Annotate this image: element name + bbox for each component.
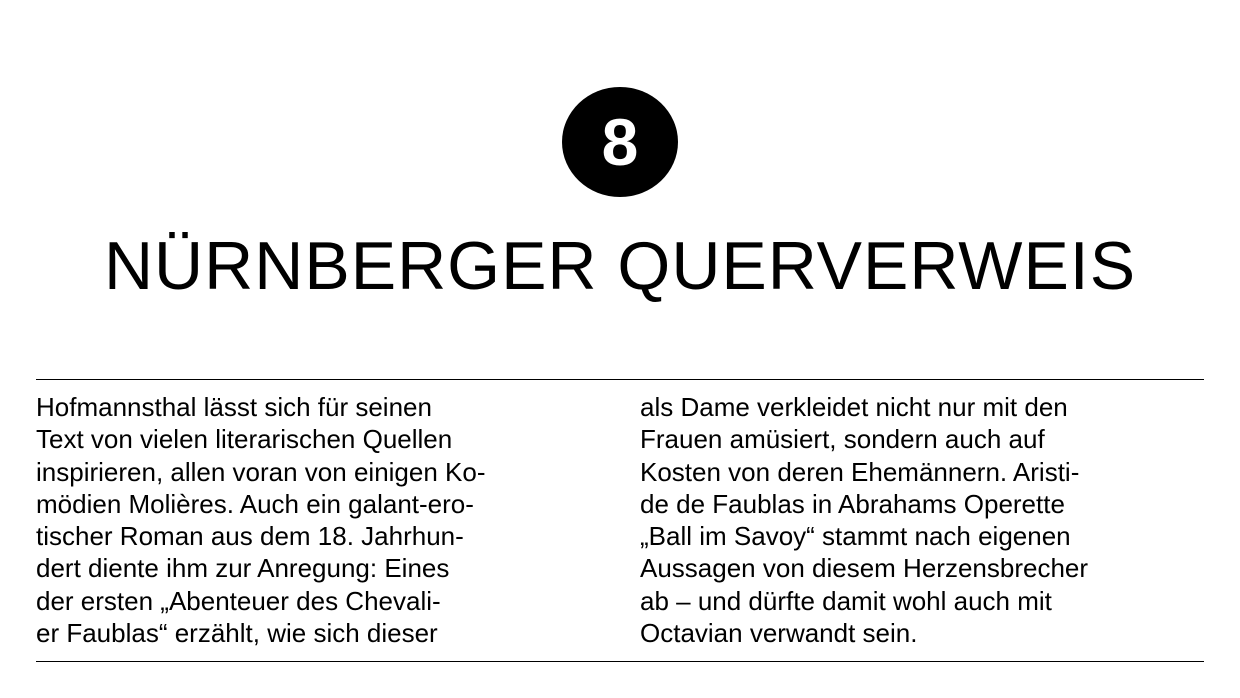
chapter-number: 8 xyxy=(601,105,639,179)
text-line: Kosten von deren Ehemännern. Aristi- xyxy=(640,456,1080,487)
text-line: er Faublas“ erzählt, wie sich dieser xyxy=(36,618,438,649)
text-line: Hofmannsthal lässt sich für seinen xyxy=(36,392,432,422)
body-text-left-column xyxy=(36,391,606,649)
text-line: de de Faublas in Abrahams Operette xyxy=(640,488,1065,519)
top-divider xyxy=(36,379,1204,380)
text-line: dert diente ihm zur Anregung: Eines xyxy=(36,553,450,584)
text-line: tischer Roman aus dem 18. Jahrhun- xyxy=(36,521,464,552)
text-line: „Ball im Savoy“ stammt nach eigenen xyxy=(640,521,1071,552)
text-line: der ersten „Abenteuer des Chevali- xyxy=(36,585,441,616)
text-line: Text von vielen literarischen Quellen xyxy=(36,424,453,455)
text-line: ab – und dürfte damit wohl auch mit xyxy=(640,585,1052,616)
text-line: als Dame verkleidet nicht nur mit den xyxy=(640,392,1068,422)
bottom-divider xyxy=(36,661,1204,662)
chapter-title: NÜRNBERGER QUERVERWEIS xyxy=(103,228,1137,304)
text-line: Octavian verwandt sein. xyxy=(640,618,918,649)
body-text-right-column xyxy=(640,391,1210,649)
chapter-number-badge xyxy=(562,87,678,197)
text-line: Aussagen von diesem Herzensbrecher xyxy=(640,553,1089,584)
text-line: mödien Molières. Auch ein galant-ero- xyxy=(36,488,474,519)
text-line: Frauen amüsiert, sondern auch auf xyxy=(640,424,1045,455)
text-line: inspirieren, allen voran von einigen Ko- xyxy=(36,456,486,487)
